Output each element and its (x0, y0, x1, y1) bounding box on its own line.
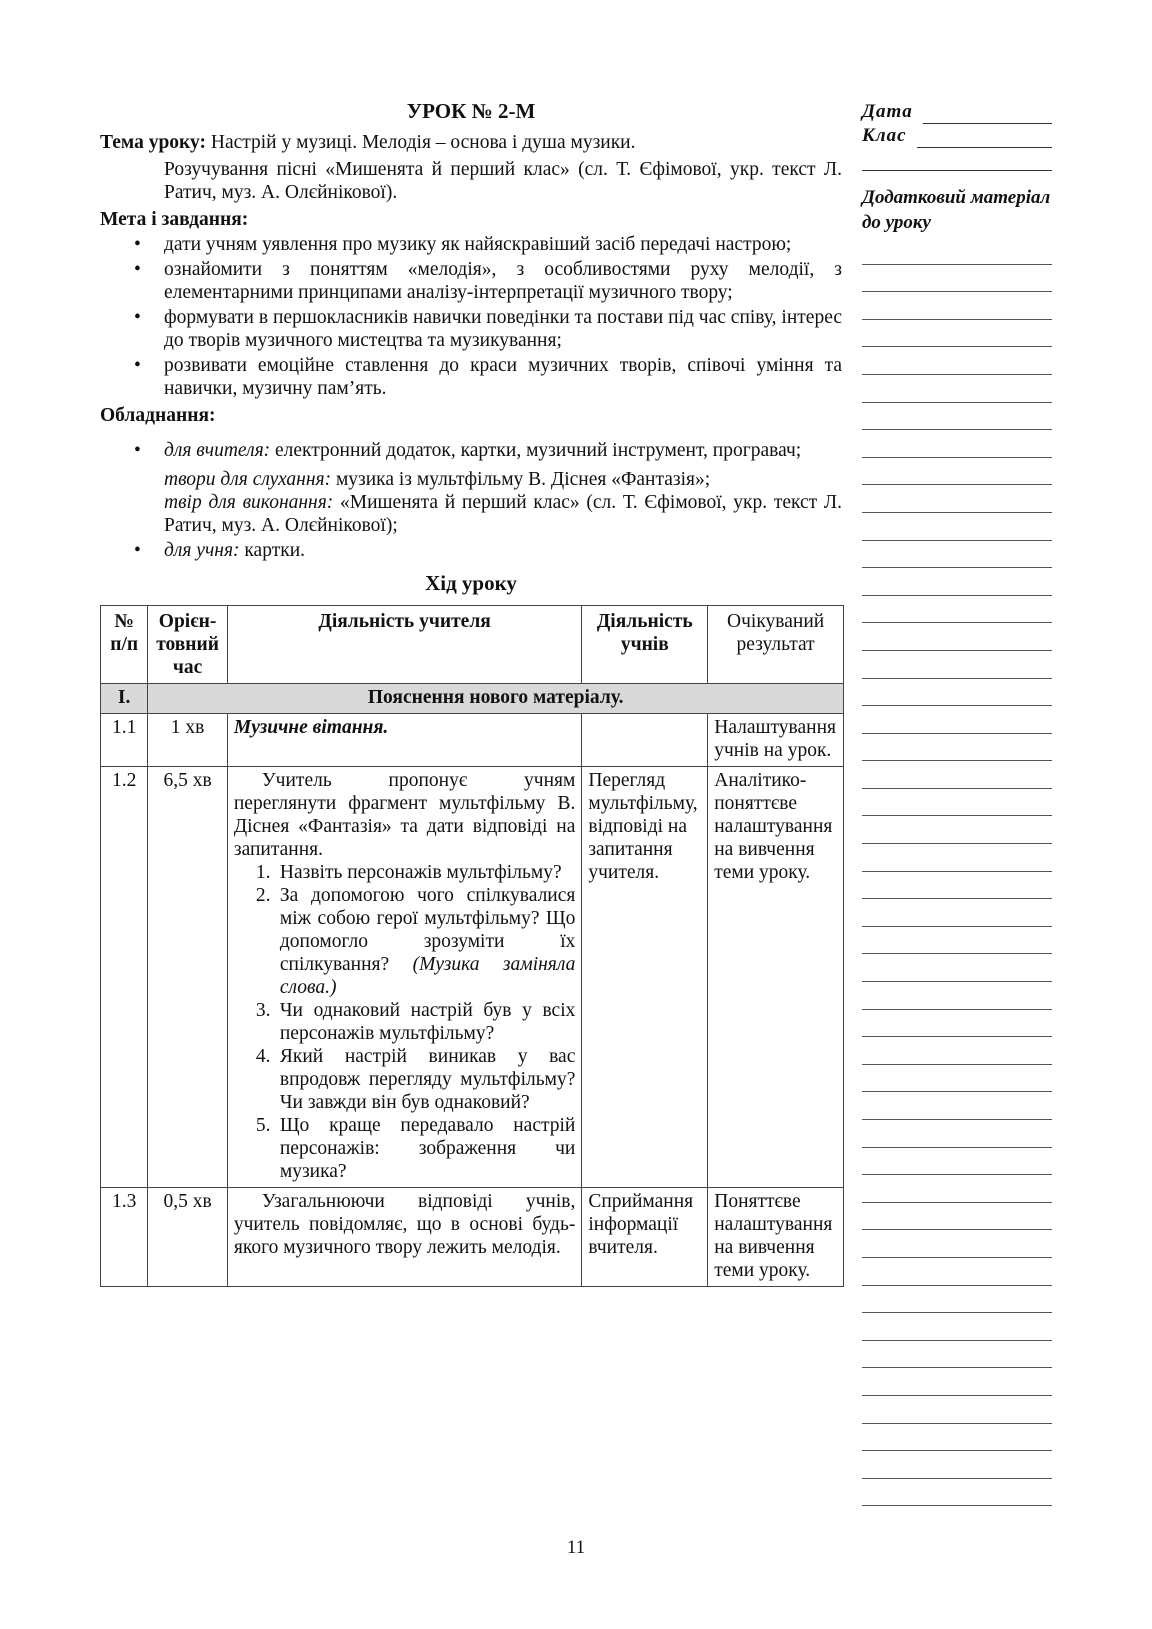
section-title: Пояснення нового матеріалу. (148, 684, 844, 714)
note-line (862, 1341, 1052, 1369)
bullet-icon: • (134, 355, 141, 376)
note-line (862, 1451, 1052, 1479)
goal-item: • ознайомити з поняттям «мелодія», з особливостями руху мелодії, з елементарними принципами аналізу-інтерпретації музичного твору; (134, 259, 842, 303)
note-line (862, 265, 1052, 293)
equipment-teacher: • для вчителя: електронний додаток, картки, музичний інструмент, програвач; (134, 440, 802, 461)
bullet-icon: • (134, 259, 141, 280)
bullet-icon: • (134, 307, 141, 328)
note-line (862, 982, 1052, 1010)
note-line (862, 1065, 1052, 1093)
bullet-icon: • (134, 440, 141, 461)
note-line (862, 844, 1052, 872)
note-line (862, 1092, 1052, 1120)
note-line (862, 1230, 1052, 1258)
header-teacher: Діяльність учителя (227, 606, 581, 684)
notes-lines[interactable] (862, 237, 1052, 1506)
goal-item: • дати учням уявлення про музику як найяскравіший засіб передачі настрою; (134, 234, 792, 255)
note-line (862, 568, 1052, 596)
date-field[interactable] (862, 100, 1052, 124)
questions-list (234, 861, 575, 1183)
question-item: 3. Чи однаковий настрій був у всіх персонажів мультфільму? (255, 1000, 576, 1044)
table-row: 1.3 0,5 хв Узагальнюючи відповіді учнів, учитель повідомляє, що в основі будь-якого музичного твору лежить мелодія. Сприймання інформації вчителя. Поняттєве налаштування на вивчення теми уроку. (101, 1188, 844, 1287)
header-num: № п/п (101, 606, 148, 684)
class-field[interactable] (862, 124, 1052, 148)
note-line (862, 375, 1052, 403)
note-line (862, 1368, 1052, 1396)
equipment-list (100, 439, 842, 462)
table-row: 1.2 6,5 хв Учитель пропонує учням переглянути фрагмент мультфільму В. Діснея «Фантазія» та дати відповіді на запитання. 1. Назвіть персонажів мультфільму? 2. За допомогою чого спілкувалися між собою герої мультфільму? Що допомогло зрозуміти їх спілкування? (Музика заміняла слова.) 3. Чи однаковий настрій був у всіх персонажів мультфільму? 4. Який настрій виникав у вас впродовж перегляду мультфільму? Чи завжди він був однаковий? 5. Що краще передавало настрій персонажів: зображення чи музика? Перегляд мультфільму, відповіді на запитання учителя. Аналітико-поняттєве налаштування на вивчення теми уроку. (101, 767, 844, 1188)
goal-item: • розвивати емоційне ставлення до краси музичних творів, співочі уміння та навички, музичну пам’ять. (134, 355, 842, 399)
topic-label: Тема уроку: (100, 132, 206, 153)
note-line (862, 237, 1052, 265)
note-line (862, 403, 1052, 431)
header-pupils: Діяльність учнів (582, 606, 708, 684)
note-line (862, 899, 1052, 927)
note-line (862, 1313, 1052, 1341)
note-line (862, 1203, 1052, 1231)
note-line (862, 816, 1052, 844)
note-line (862, 1010, 1052, 1038)
question-item: 5. Що краще передавало настрій персонажів: зображення чи музика? (255, 1115, 576, 1182)
section-num: I. (101, 684, 148, 714)
extra-material-label: Додатковий матеріал до уроку (862, 187, 1051, 233)
sidebar-notes (862, 100, 1052, 1506)
note-line (862, 679, 1052, 707)
note-line (862, 1258, 1052, 1286)
bullet-icon: • (134, 234, 141, 255)
table-row: 1.1 1 хв Музичне вітання. Налаштування учнів на урок. (101, 714, 844, 767)
note-line (862, 1424, 1052, 1452)
topic-line (100, 131, 842, 154)
note-line (862, 872, 1052, 900)
class-label: Клас (862, 125, 907, 146)
note-line (862, 347, 1052, 375)
lesson-table (100, 605, 844, 1287)
equipment-listening: твори для слухання: музика із мультфільму В. Діснея «Фантазія»; (164, 469, 711, 490)
note-line (862, 485, 1052, 513)
equipment-label: Обладнання: (100, 405, 216, 426)
lesson-title: УРОК № 2-М (406, 99, 536, 123)
note-line (862, 1479, 1052, 1507)
note-line (862, 1148, 1052, 1176)
note-line (862, 954, 1052, 982)
equipment-performance: твір для виконання: «Мишенята й перший клас» (сл. Т. Єфімової, укр. текст Л. Ратич, муз. А. Олєйнікової); (164, 492, 842, 536)
note-line (862, 430, 1052, 458)
note-line (862, 1286, 1052, 1314)
note-line (862, 292, 1052, 320)
note-line (862, 1175, 1052, 1203)
date-label: Дата (862, 101, 913, 122)
equipment-pupil: • для учня: картки. (134, 540, 306, 561)
note-line (862, 761, 1052, 789)
note-line (862, 541, 1052, 569)
song-line: Розучування пісні «Мишенята й перший клас» (сл. Т. Єфімової, укр. текст Л. Ратич, муз. А. Олєйнікової). (164, 159, 842, 203)
question-item: 2. За допомогою чого спілкувалися між собою герої мультфільму? Що допомогло зрозуміти їх спілкування? (Музика заміняла слова.) (255, 885, 576, 998)
note-line (862, 458, 1052, 486)
table-header-row (101, 606, 844, 684)
section-row (101, 684, 844, 714)
blank-line (862, 148, 1052, 171)
note-line (862, 623, 1052, 651)
equipment-pupil-list (100, 539, 842, 562)
note-line (862, 596, 1052, 624)
question-item: 1. Назвіть персонажів мультфільму? (255, 862, 562, 883)
note-line (862, 789, 1052, 817)
header-result: Очікуваний результат (708, 606, 844, 684)
goals-list (100, 233, 842, 400)
note-line (862, 1120, 1052, 1148)
note-line (862, 1396, 1052, 1424)
lesson-plan (100, 100, 842, 1287)
note-line (862, 706, 1052, 734)
goals-label: Мета і завдання: (100, 209, 249, 230)
progress-title: Хід уроку (425, 571, 517, 595)
question-item: 4. Який настрій виникав у вас впродовж перегляду мультфільму? Чи завжди він був однаковий? (255, 1046, 576, 1113)
note-line (862, 320, 1052, 348)
bullet-icon: • (134, 540, 141, 561)
note-line (862, 651, 1052, 679)
note-line (862, 1037, 1052, 1065)
note-line (862, 513, 1052, 541)
page-number: 11 (566, 1537, 586, 1558)
goal-item: • формувати в першокласників навички поведінки та постави під час співу, інтерес до творів музичного мистецтва та музикування; (134, 307, 842, 351)
note-line (862, 734, 1052, 762)
note-line (862, 927, 1052, 955)
header-time: Орієн- товний час (148, 606, 228, 684)
topic-text: Настрій у музиці. Мелодія – основа і душа музики. (210, 132, 636, 153)
